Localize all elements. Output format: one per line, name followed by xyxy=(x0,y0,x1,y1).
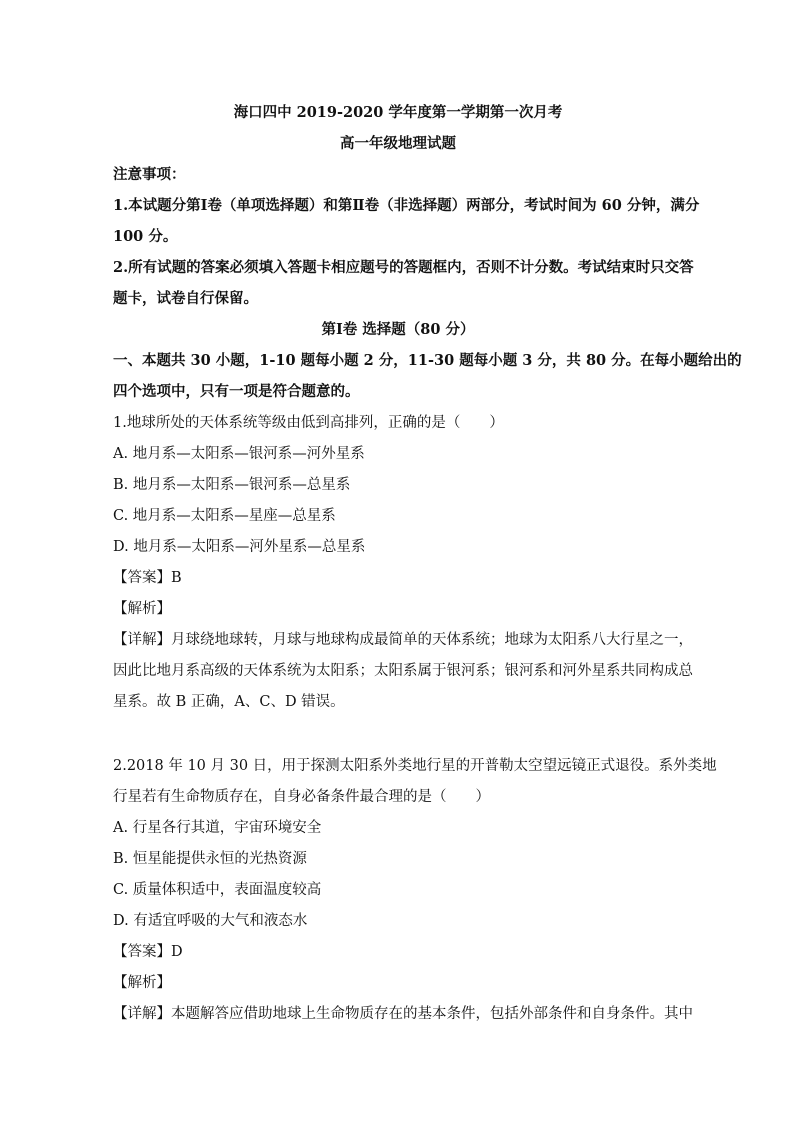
section-title: 第Ⅰ卷 选择题（80 分） xyxy=(321,321,475,338)
q1-answer: 【答案】B xyxy=(113,570,182,586)
q2-option-d: D. 有适宜呼吸的大气和液态水 xyxy=(113,913,308,929)
notes-heading: 注意事项： xyxy=(113,166,186,183)
notes-item-2-line-1: 2.所有试题的答案必须填入答题卡相应题号的答题框内，否则不计分数。考试结束时只交答 xyxy=(113,259,694,276)
notes-item-1-line-1: 1.本试题分第Ⅰ卷（单项选择题）和第Ⅱ卷（非选择题）两部分，考试时间为 60 分钟，满分 xyxy=(113,197,700,214)
q2-option-b: B. 恒星能提供永恒的光热资源 xyxy=(113,851,307,867)
q2-detail-line-1: 【详解】本题解答应借助地球上生命物质存在的基本条件，包括外部条件和自身条件。其中 xyxy=(113,1006,693,1022)
q1-analysis-label: 【解析】 xyxy=(113,601,171,617)
notes-item-2-line-2: 题卡，试卷自行保留。 xyxy=(113,290,258,307)
exam-title: 海口四中 2019-2020 学年度第一学期第一次月考 xyxy=(233,104,563,121)
exam-subtitle: 高一年级地理试题 xyxy=(340,135,456,152)
exam-page xyxy=(113,0,742,1123)
q1-stem: 1.地球所处的天体系统等级由低到高排列，正确的是（ ） xyxy=(113,415,504,431)
section-intro-line-2: 四个选项中，只有一项是符合题意的。 xyxy=(113,383,360,400)
notes-item-1-line-2: 100 分。 xyxy=(113,228,178,245)
q1-option-a: A. 地月系—太阳系—银河系—河外星系 xyxy=(113,446,365,462)
q1-option-d: D. 地月系—太阳系—河外星系—总星系 xyxy=(113,539,366,555)
q2-option-c: C. 质量体积适中，表面温度较高 xyxy=(113,882,322,898)
q1-option-c: C. 地月系—太阳系—星座—总星系 xyxy=(113,508,336,524)
q1-detail-line-3: 星系。故 B 正确，A、C、D 错误。 xyxy=(113,694,345,710)
q2-option-a: A. 行星各行其道，宇宙环境安全 xyxy=(113,820,322,836)
q2-answer: 【答案】D xyxy=(113,944,183,960)
q1-detail-line-2: 因此比地月系高级的天体系统为太阳系；太阳系属于银河系；银河系和河外星系共同构成总 xyxy=(113,663,693,679)
q2-analysis-label: 【解析】 xyxy=(113,975,171,991)
q2-stem-line-1: 2.2018 年 10 月 30 日，用于探测太阳系外类地行星的开普勒太空望远镜正式退役。系外类地 xyxy=(113,758,717,774)
q1-option-b: B. 地月系—太阳系—银河系—总星系 xyxy=(113,477,351,493)
q1-detail-line-1: 【详解】月球绕地球转，月球与地球构成最简单的天体系统；地球为太阳系八大行星之一， xyxy=(113,632,693,648)
q2-stem-line-2: 行星若有生命物质存在，自身必备条件最合理的是（ ） xyxy=(113,789,490,805)
section-intro-line-1: 一、本题共 30 小题，1-10 题每小题 2 分，11-30 题每小题 3 分，共 80 分。在每小题给出的 xyxy=(113,352,742,369)
